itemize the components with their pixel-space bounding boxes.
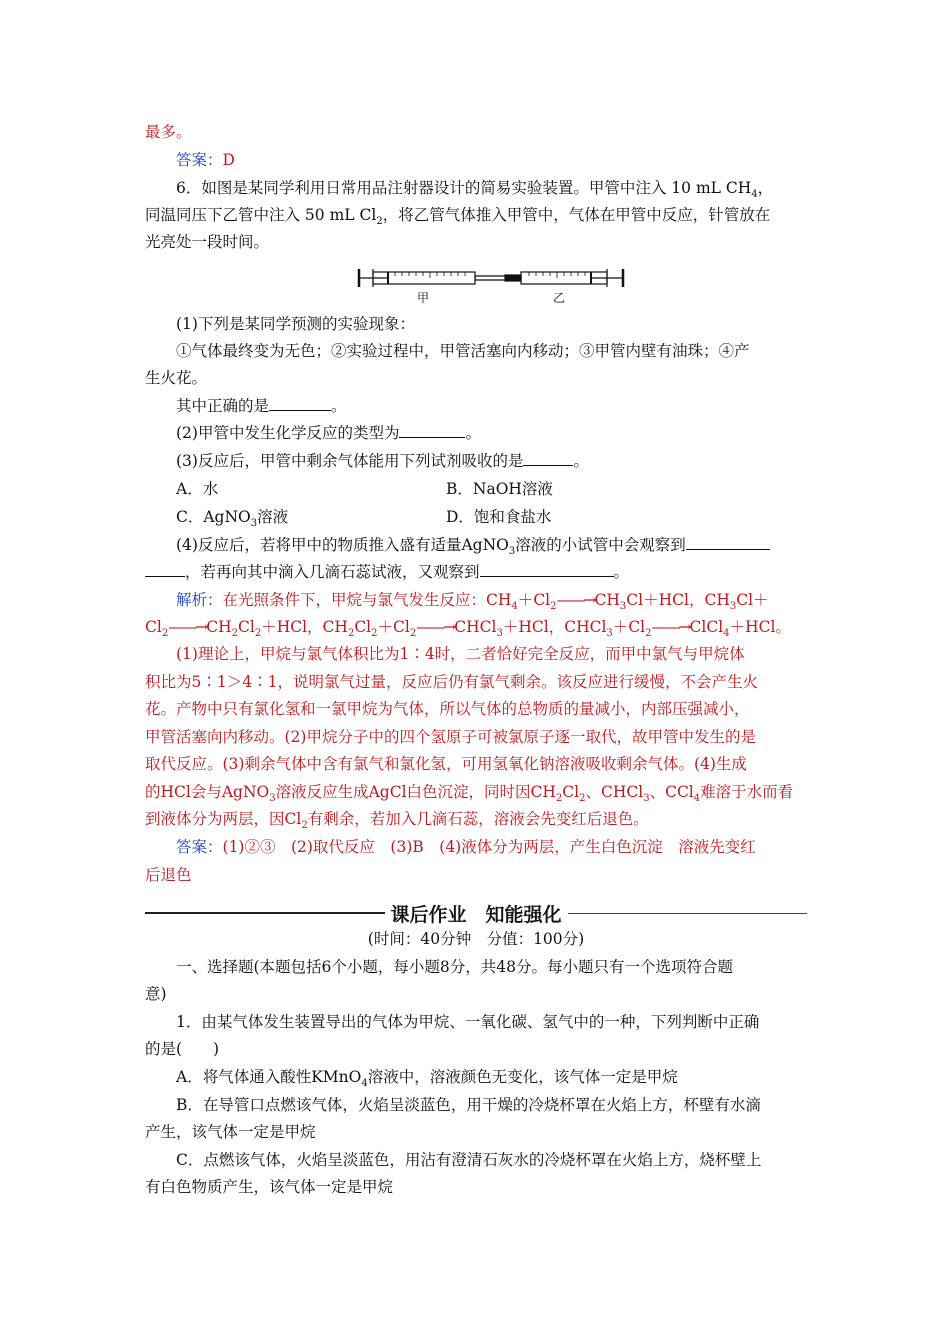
answer-label: 答案： xyxy=(176,151,223,169)
prev-question-tail: 最多。 xyxy=(145,123,192,141)
analysis-line4: 积比为5∶1＞4∶1，说明氯气过量，反应后仍有氯气剩余。该反应进行缓慢，不会产生火 xyxy=(145,673,758,691)
q6-stem-line2: 同温同压下乙管中注入 50 mL $Cl_2$，将乙管气体推入甲管中，气体在甲管中反应，针管放在 xyxy=(145,206,771,227)
answer-blank xyxy=(145,562,185,577)
answer-blank xyxy=(399,423,465,438)
q6-stem-line3: 光亮处一段时间。 xyxy=(145,233,270,251)
heading-rule-right xyxy=(568,913,808,914)
part1-heading: 一、选择题(本题包括6个小题，每小题8分，共48分。每小题只有一个选项符合题 xyxy=(176,958,733,976)
q1-option-c: C．点燃该气体，火焰呈淡蓝色，用沾有澄清石灰水的冷烧杯罩在火焰上方，烧杯壁上 xyxy=(176,1151,762,1169)
answer-value: D xyxy=(222,151,235,169)
q6-part1-ask: 其中正确的是 。 xyxy=(176,397,347,415)
answer-blank xyxy=(269,396,331,411)
heading-rule-left xyxy=(145,912,385,914)
q6-part4-line2: ，若再向其中滴入几滴石蕊试液，又观察到 。 xyxy=(145,559,807,585)
q6-part3: (3)反应后，甲管中剩余气体能用下列试剂吸收的是 。 xyxy=(176,452,589,470)
analysis-line3: (1)理论上，甲烷与氯气体积比为1∶4时，二者恰好完全反应，而甲中氯气与甲烷体 xyxy=(176,645,745,663)
q6-part1-items: ①气体最终变为无色；②实验过程中，甲管活塞向内移动；③甲管内壁有油珠；④产 xyxy=(176,342,750,360)
q1-option-b: B．在导管口点燃该气体，火焰呈淡蓝色，用干燥的冷烧杯罩在火焰上方，杯壁有水滴 xyxy=(176,1096,761,1114)
analysis-line2: $Cl_2——\to CH_2Cl_2+HCl$，$CH_2Cl_2+Cl_2——\to CHCl_3+HCl$，$CHCl_3+Cl_2——\to ClCl_4+HCl$。 xyxy=(145,618,791,639)
q6-part4-line1: (4)反应后，若将甲中的物质推入盛有适量AgNO$_3$溶液的小试管中会观察到 xyxy=(176,532,807,561)
q6-options-row1 xyxy=(176,476,807,502)
analysis-line5: 花。产物中只有氯化氢和一氯甲烷为气体，所以气体的总物质的量减小，内部压强减小， xyxy=(145,700,750,718)
analysis-label: 解析： xyxy=(176,591,223,609)
q6-part2: (2)甲管中发生化学反应的类型为 。 xyxy=(176,424,481,442)
answer-blank xyxy=(480,562,614,577)
q1-option-c-cont: 有白色物质产生，该气体一定是甲烷 xyxy=(145,1178,394,1196)
section-heading xyxy=(145,898,807,928)
figure-label-right: 乙 xyxy=(552,291,566,305)
analysis-line9: 到液体分为两层，因$Cl_2$有剩余，若加入几滴石蕊，溶液会先变红后退色。 xyxy=(145,810,649,831)
q6-part1-items-cont: 生火花。 xyxy=(145,369,208,387)
option-b: B．NaOH溶液 xyxy=(446,480,553,498)
q6-options-row2 xyxy=(176,504,807,533)
q1-stem-line2: 的是( ) xyxy=(145,1040,220,1058)
figure-label-left: 甲 xyxy=(416,291,430,305)
option-d: D．饱和食盐水 xyxy=(446,508,552,526)
syringe-apparatus-figure xyxy=(355,266,627,308)
answer-blank xyxy=(686,535,770,550)
q6-answer-line1: 答案：(1)②③ (2)取代反应 (3)B (4)液体分为两层，产生白色沉淀 溶液先变红 xyxy=(176,838,756,856)
q1-stem-line1: 1．由某气体发生装置导出的气体为甲烷、一氧化碳、氢气中的一种，下列判断中正确 xyxy=(176,1013,760,1031)
option-a: A．水 xyxy=(176,480,219,498)
analysis-line6: 甲管活塞向内移动。(2)甲烷分子中的四个氢原子可被氯原子逐一取代，故甲管中发生的是 xyxy=(145,728,756,746)
option-c: C．AgNO$_3$溶液 xyxy=(176,508,289,529)
analysis-line8: 的HCl会与AgNO$_3$溶液反应生成AgCl白色沉淀，同时因$CH_2Cl_2$、CHCl$_3$、CCl$_4$难溶于水而看 xyxy=(145,783,794,804)
section-meta: (时间：40分钟 分值：100分) xyxy=(367,930,585,948)
part1-heading-cont: 意) xyxy=(145,985,167,1003)
answer-blank xyxy=(523,451,573,466)
prev-answer xyxy=(176,147,807,173)
analysis-line1: 解析：在光照条件下，甲烷与氯气发生反应：$CH_4+Cl_2——\to CH_3Cl+HCl$，$CH_3Cl+$ xyxy=(176,591,769,612)
q6-answer-line2: 后退色 xyxy=(145,866,192,884)
q1-option-a: A．将气体通入酸性KMnO$_4$溶液中，溶液颜色无变化，该气体一定是甲烷 xyxy=(176,1068,678,1089)
section-title: 课后作业 知能强化 xyxy=(390,903,562,926)
q6-stem-line1: 6．如图是某同学利用日常用品注射器设计的简易实验装置。甲管中注入 10 mL $CH_4$， xyxy=(176,179,774,200)
q6-part1-title: (1)下列是某同学预测的实验现象： xyxy=(176,315,415,333)
analysis-line7: 取代反应。(3)剩余气体中含有氯气和氯化氢，可用氢氧化钠溶液吸收剩余气体。(4)生成 xyxy=(145,755,747,773)
q1-option-b-cont: 产生，该气体一定是甲烷 xyxy=(145,1123,316,1141)
answer-label: 答案： xyxy=(176,838,223,856)
